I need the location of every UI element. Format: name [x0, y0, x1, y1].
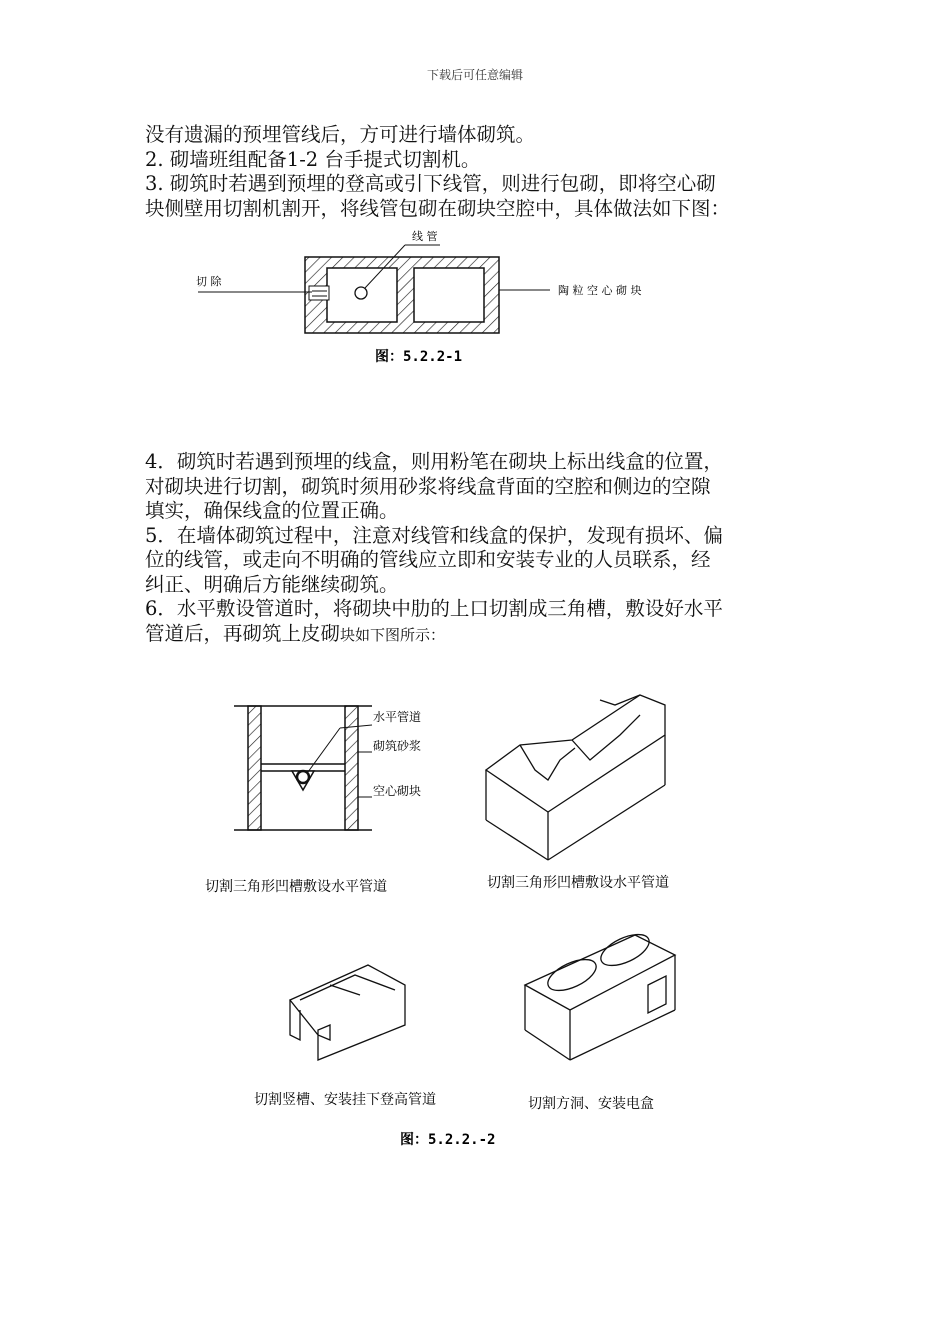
diagram-block-triangular-groove	[486, 695, 665, 860]
paragraph-line: 管道后，再砌筑上皮砌块如下图所示：	[145, 621, 446, 645]
paragraph-line: 对砌块进行切割，砌筑时须用砂浆将线盒背面的空腔和侧边的空隙	[145, 474, 711, 498]
diagram-wall-section	[234, 706, 372, 830]
caption-vertical-slot: 切割竖槽、安装挂下登高管道	[254, 1092, 436, 1108]
paragraph-line: 位的线管，或走向不明确的管线应立即和安装专业的人员联系，经	[145, 548, 711, 571]
label-pipe: 线 管	[412, 230, 438, 243]
label-cut: 切 除	[196, 275, 222, 288]
paragraph-line: 2. 砌墙班组配备1-2 台手提式切割机。	[145, 147, 481, 171]
paragraph-line: 块侧壁用切割机割开，将线管包砌在砌块空腔中，具体做法如下图：	[145, 196, 731, 220]
page-header: 下载后可任意编辑	[426, 68, 523, 82]
paragraph-line: 5．在墙体砌筑过程中，注意对线管和线盒的保护，发现有损坏、偏	[145, 523, 723, 547]
diagram-block-square-hole	[525, 928, 675, 1060]
caption-groove-block: 切割三角形凹槽敷设水平管道	[487, 875, 669, 891]
label-horizontal-pipe: 水平管道	[373, 710, 422, 724]
paragraph-line: 没有遗漏的预埋管线后，方可进行墙体砌筑。	[145, 123, 536, 146]
caption-square-hole: 切割方洞、安装电盒	[528, 1096, 654, 1112]
figure-1-caption: 图：5.2.2-1	[375, 349, 463, 365]
paragraph-line: 4．砌筑时若遇到预埋的线盒，则用粉笔在砌块上标出线盒的位置，	[145, 450, 723, 473]
paragraph-line: 3. 砌筑时若遇到预埋的登高或引下线管，则进行包砌，即将空心砌	[145, 172, 716, 195]
figure-2-caption: 图：5.2.2.-2	[400, 1132, 496, 1148]
paragraph-line: 纠正、明确后方能继续砌筑。	[145, 572, 399, 596]
label-ceramsite-block: 陶 粒 空 心 砌 块	[558, 284, 642, 297]
label-hollow-block: 空心砌块	[373, 784, 422, 798]
paragraph-line: 6．水平敷设管道时，将砌块中肋的上口切割成三角槽，敷设好水平	[145, 597, 723, 620]
caption-groove-section: 切割三角形凹槽敷设水平管道	[205, 879, 387, 895]
paragraph-line: 填实，确保线盒的位置正确。	[145, 499, 399, 522]
label-mortar: 砌筑砂浆	[373, 739, 422, 753]
diagram-block-vertical-slot	[290, 965, 405, 1060]
